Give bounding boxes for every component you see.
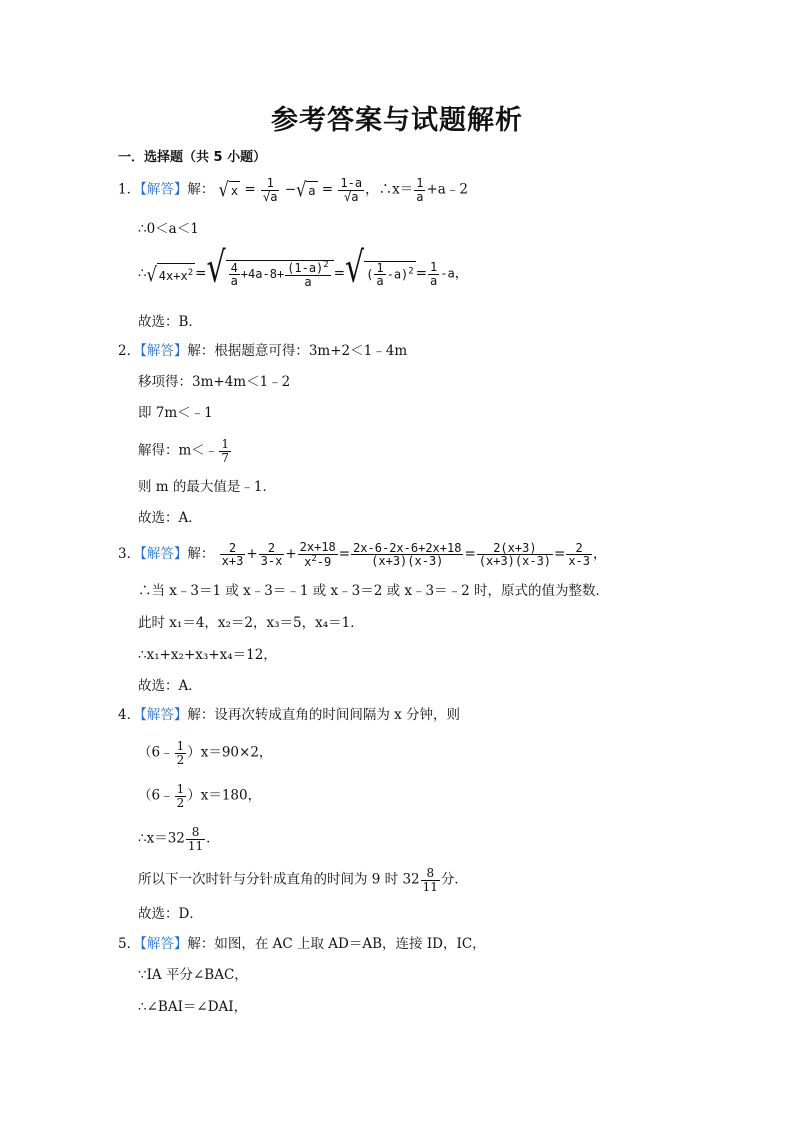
- q2-choice: 故选：A．: [138, 510, 202, 526]
- fraction-1-over-sqrt-a: $\frac{1}{√a}$: [262, 176, 278, 204]
- q2-answer-tag: 【解答】: [140, 343, 188, 359]
- q2-line-4: 解得：m＜﹣ $\frac{1}{7}$: [138, 437, 229, 465]
- q5-answer-tag: 【解答】: [140, 936, 188, 952]
- q4-line-1: 4．【解答】解：设再次转成直角的时间间隔为 x 分钟，则: [118, 707, 461, 723]
- sqrt-x: √ x: [218, 177, 239, 201]
- page-title: 参考答案与试题解析: [271, 105, 523, 136]
- q5-line-1: 5．【解答】解：如图，在 AC 上取 AD＝AB，连接 ID，IC，: [118, 936, 486, 952]
- q2-line-1: 2．【解答】解：根据题意可得：3m+2＜1﹣4m: [118, 343, 408, 359]
- sqrt-a: √ a: [296, 177, 316, 201]
- fraction-1-over-7: $\frac{1}{7}$: [221, 437, 229, 465]
- q4-line-3: （6﹣ $\frac{1}{2}$ ）x＝180，: [138, 782, 262, 810]
- q4-line-2: （6﹣ $\frac{1}{2}$ ）x＝90×2，: [138, 739, 273, 767]
- q4-line-4: ∴x＝32 $\frac{8}{11}$ ．: [138, 825, 220, 853]
- q3-line-3: 此时 x₁＝4，x₂＝2，x₃＝5，x₄＝1．: [138, 615, 364, 631]
- q4-choice: 故选：D．: [138, 906, 203, 922]
- q2-line-3: 即 7m＜﹣1: [138, 405, 213, 421]
- q1-answer-tag: 【解答】: [140, 181, 188, 198]
- fraction-1-over-a-result: $\frac{1}{a}$: [430, 260, 438, 288]
- q1-number: 1．: [118, 181, 141, 198]
- q3-line-2: ∴当 x﹣3＝1 或 x﹣3＝﹣1 或 x﹣3＝2 或 x﹣3＝﹣2 时，原式的值为整数．: [138, 583, 609, 599]
- fraction-1-minus-a-over-sqrt-a: $\frac{1-a}{√a}$: [340, 176, 363, 204]
- q1-line-1: 1．【解答】解： √ x = $\frac{1}{√a}$ −√ a = $\frac{1-a}{√a}$ ，∴x＝ $\frac{1}{a}$ +a﹣2: [118, 176, 468, 204]
- section-heading: 一．选择题（共 5 小题）: [118, 150, 267, 165]
- q1-line-2: ∴0＜a＜1: [138, 221, 199, 237]
- q4-answer-tag: 【解答】: [140, 707, 188, 723]
- q2-line-2: 移项得：3m+4m＜1﹣2: [138, 374, 291, 390]
- sqrt-4x-plus-x2: √ $4x+x^2$: [146, 262, 194, 287]
- sqrt-paren-expression: √ ( $\frac{1}{a}$ -a)$^2$: [345, 244, 414, 294]
- q1-line-3: ∴√ $4x+x^2$ =√ $\frac{4}{a}$ +4a-8+ $\frac{(1-a)^2}{a}$ =√ ( $\frac{1}{a}$ -a)$^2$ = $\frac{1}{a}$ -a，: [138, 243, 469, 294]
- q2-line-5: 则 m 的最大值是﹣1．: [138, 479, 276, 495]
- q3-choice: 故选：A．: [138, 678, 202, 694]
- fraction-1-over-a: $\frac{1}{a}$: [416, 176, 424, 204]
- q3-line-4: ∴x₁+x₂+x₃+x₄＝12，: [138, 647, 277, 663]
- q3-line-1: 3．【解答】解： $\frac{2}{x+3}$ + $\frac{2}{3-x}$ + $\frac{2x+18}{x^2-9}$ = $\frac{2x-6-2x-6+2x+18}{(x+3)(x-3)}$ = $\frac{2(x+3)}{(x+3)(x-3)}$ = $\frac{2}{x-3}$ ，: [118, 540, 607, 569]
- q5-line-2: ∵IA 平分∠BAC，: [138, 967, 248, 983]
- q1-choice: 故选：B．: [138, 314, 202, 330]
- q4-line-5: 所以下一次时针与分针成直角的时间为 9 时 32 $\frac{8}{11}$ 分．: [138, 866, 468, 894]
- q5-line-3: ∴∠BAI＝∠DAI，: [138, 999, 248, 1015]
- q1-jie: 解：: [187, 181, 215, 198]
- sqrt-long-expression: √ $\frac{4}{a}$ +4a-8+ $\frac{(1-a)^2}{a}$: [206, 260, 333, 288]
- q3-answer-tag: 【解答】: [140, 546, 188, 563]
